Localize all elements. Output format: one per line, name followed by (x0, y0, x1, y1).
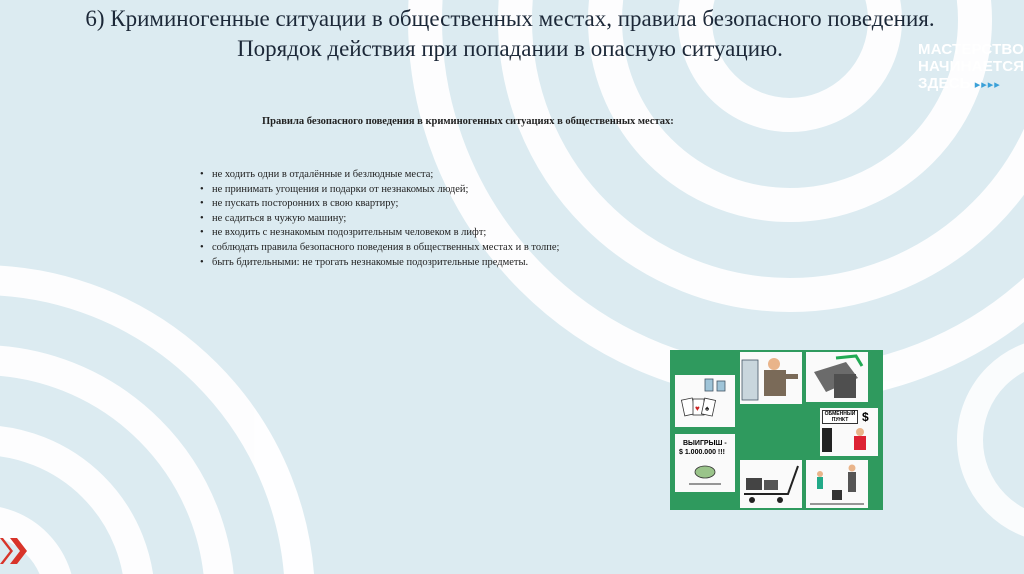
bag-icon (806, 352, 868, 402)
exchange-panel (820, 408, 878, 456)
nav-arrows-icon[interactable] (0, 534, 40, 574)
thief-panel (740, 352, 802, 404)
luggage-panel (740, 460, 802, 508)
cards-drinks-panel (675, 375, 735, 427)
illustration-collage (670, 350, 883, 510)
slide-title-line1: 6) Криминогенные ситуации в общественных местах, правила безопасного поведения. (85, 6, 935, 31)
lottery-line1: ВЫИГРЫШ - (683, 440, 727, 447)
brand-line3: ЗДЕСЬ (918, 75, 971, 92)
rules-heading: Правила безопасного поведения в криминогенных ситуациях в общественных местах: (262, 116, 674, 127)
brand-logo (918, 41, 1024, 94)
travelers-icon (806, 460, 868, 508)
money-bag-icon (675, 434, 735, 492)
slide-title (20, 4, 1000, 64)
exchange-sign: ОБМЕННЫЙ ПУНКТ (822, 410, 858, 424)
cards-drinks-icon (675, 375, 735, 427)
slide-title-line2: Порядок действия при попадании в опасную ситуацию. (237, 36, 783, 61)
travelers-panel (806, 460, 868, 508)
bag-theft-panel (806, 352, 868, 402)
brand-line2: НАЧИНАЕТСЯ (918, 58, 1024, 75)
list-item: • быть бдительными: не трогать незнакомые подозрительные предметы. (200, 256, 559, 271)
lottery-line2: $ 1.000.000 !!! (679, 449, 725, 456)
rules-list (200, 168, 559, 270)
lottery-panel (675, 434, 735, 492)
svg-text:♥: ♥ (695, 404, 700, 413)
thief-icon (740, 352, 802, 404)
list-item: • не входить с незнакомым подозрительным человеком в лифт; (200, 226, 559, 241)
svg-text:♠: ♠ (705, 404, 710, 413)
brand-arrows-icon: ▸▸▸▸ (974, 79, 1001, 91)
list-item: • не садиться в чужую машину; (200, 212, 559, 227)
exchange-figures-icon (820, 408, 878, 456)
luggage-cart-icon (740, 460, 802, 508)
list-item: • не принимать угощения и подарки от незнакомых людей; (200, 183, 559, 198)
list-item: • не пускать посторонних в свою квартиру; (200, 197, 559, 212)
dollar-sign: $ (862, 410, 869, 424)
list-item: • соблюдать правила безопасного поведения в общественных местах и в толпе; (200, 241, 559, 256)
brand-line1: МАСТЕРСТВО (918, 41, 1024, 58)
list-item: • не ходить одни в отдалённые и безлюдные места; (200, 168, 559, 183)
brand-line3-wrap (918, 75, 1024, 94)
